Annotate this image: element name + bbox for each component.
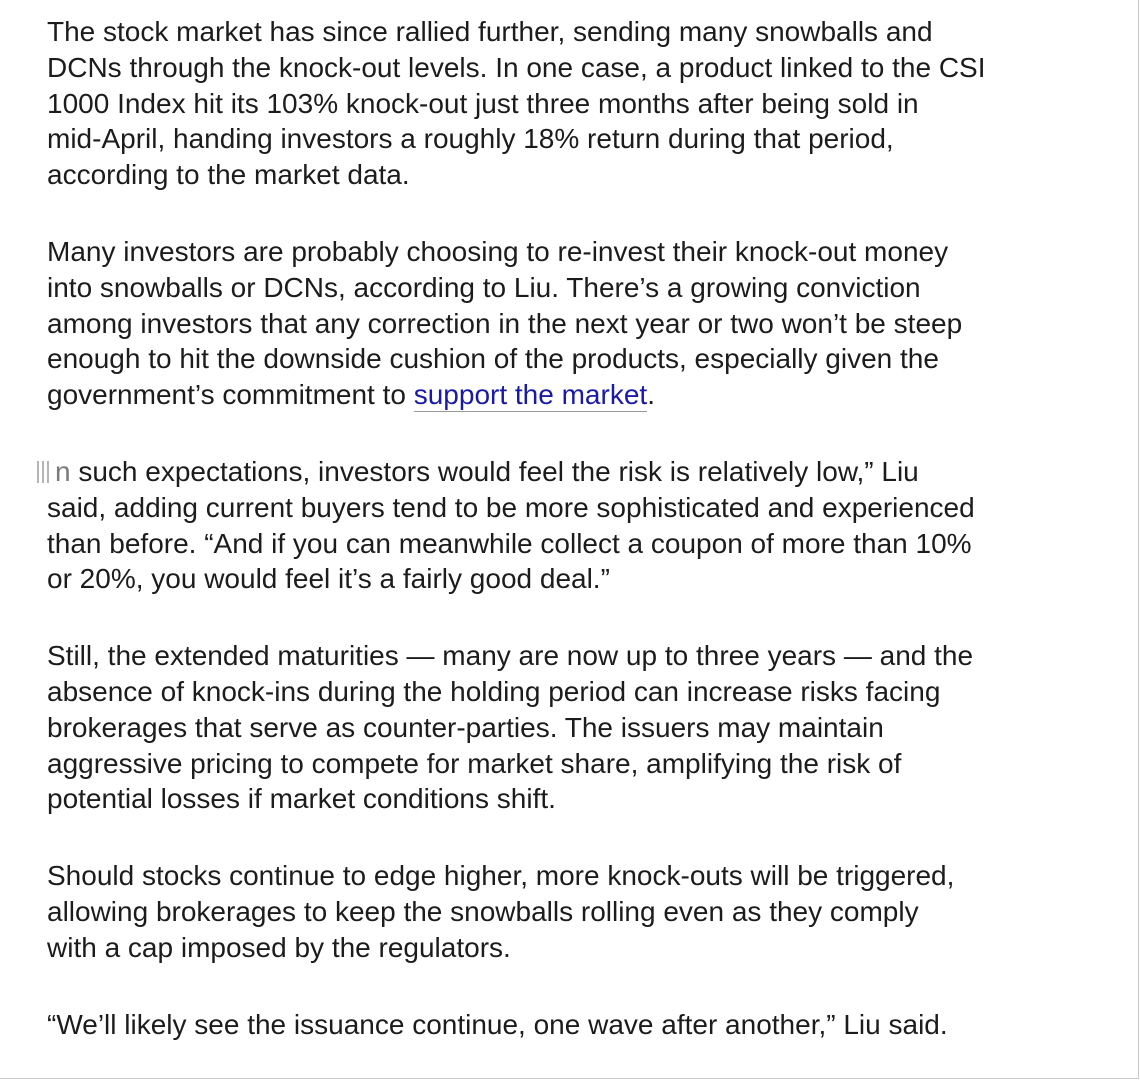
obscured-text-artifact: [35, 461, 53, 483]
paragraph-line: 1000 Index hit its 103% knock-out just three months after being sold in: [47, 87, 919, 119]
paragraph-line: with a cap imposed by the regulators.: [47, 931, 511, 963]
line-prefix: government’s commitment to: [47, 379, 414, 411]
paragraph-4: [47, 638, 1107, 817]
paragraph-line: Should stocks continue to edge higher, more knock-outs will be triggered,: [47, 860, 955, 892]
paragraph-line: “We’ll likely see the issuance continue, one wave after another,” Liu said.: [47, 1008, 948, 1040]
paragraph-line: brokerages that serve as counter-parties. The issuers may maintain: [47, 711, 884, 743]
paragraph-line: absence of knock-ins during the holding period can increase risks facing: [47, 675, 941, 707]
paragraph-line: potential losses if market conditions shift.: [47, 783, 556, 815]
paragraph-line: aggressive pricing to compete for market share, amplifying the risk of: [47, 747, 902, 779]
line-rest: such expectations, investors would feel the risk is relatively low,” Liu: [70, 455, 919, 487]
paragraph-line-obscured-start: [47, 454, 1107, 490]
paragraph-line: mid-April, handing investors a roughly 18% return during that period,: [47, 123, 894, 155]
paragraph-3: [47, 454, 1107, 597]
paragraph-6: [47, 1007, 1107, 1043]
paragraph-line: than before. “And if you can meanwhile collect a coupon of more than 10%: [47, 527, 972, 559]
paragraph-line: Many investors are probably choosing to re-invest their knock-out money: [47, 235, 949, 267]
paragraph-line: according to the market data.: [47, 159, 410, 191]
paragraph-line: Still, the extended maturities — many are now up to three years — and the: [47, 640, 974, 672]
paragraph-line: The stock market has since rallied further, sending many snowballs and: [47, 16, 933, 47]
article-body: [47, 14, 1107, 1042]
paragraph-2: [47, 234, 1107, 413]
line-suffix: .: [647, 379, 655, 411]
paragraph-line: allowing brokerages to keep the snowballs rolling even as they comply: [47, 895, 919, 927]
paragraph-line: or 20%, you would feel it’s a fairly good deal.”: [47, 563, 610, 595]
paragraph-line: enough to hit the downside cushion of the products, especially given the: [47, 343, 939, 375]
paragraph-line: DCNs through the knock-out levels. In one case, a product linked to the CSI: [47, 51, 986, 83]
partial-word: n: [55, 455, 71, 487]
paragraph-line: among investors that any correction in the next year or two won’t be steep: [47, 307, 963, 339]
support-the-market-link[interactable]: support the market: [413, 379, 648, 411]
paragraph-line: said, adding current buyers tend to be more sophisticated and experienced: [47, 491, 975, 523]
paragraph-5: [47, 858, 1107, 965]
paragraph-line-with-link: [47, 377, 1107, 413]
paragraph-line: into snowballs or DCNs, according to Liu. There’s a growing conviction: [47, 271, 921, 303]
paragraph-1: [47, 14, 1107, 193]
